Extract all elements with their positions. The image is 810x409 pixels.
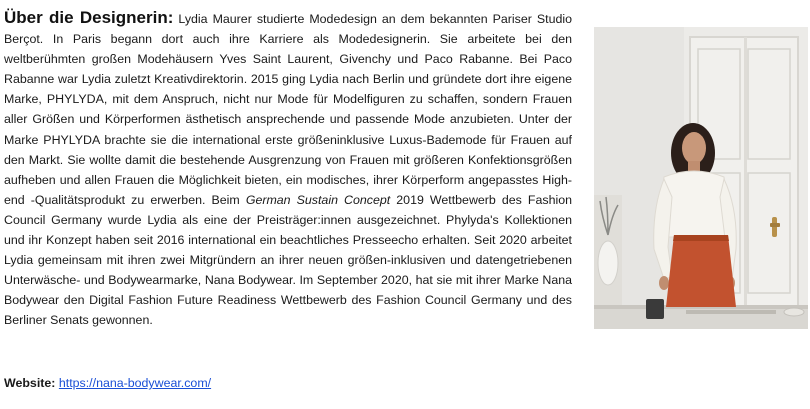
bio-contest-name: German Sustain Concept: [245, 192, 391, 207]
website-link[interactable]: https://nana-bodywear.com/: [58, 376, 212, 390]
designer-photo: [594, 27, 808, 329]
designer-portrait-image: [594, 27, 808, 329]
designer-bio: [4, 8, 572, 331]
website-label: Website:: [4, 376, 56, 390]
bio-text-part-2: 2019 Wettbewerb des Fashion Council Germany wurde Lydia als eine der Preisträger:innen ausgezeichnet. Phylyda's Kollektionen und ihr Konzept haben seit 2016 international ein beachtliches Presseecho erhalten. Seit 2020 arbeitet Lydia gemeinsam mit ihren zwei Mitgründern an ihrer neuen größen-inklusiven und datengetriebenen Unterwäsche- und Bodywearmarke, Nana Bodywear. Im September 2020, hat sie mit ihrer Marke Nana Bodywear den Digital Fashion Future Readiness Wettbewerb des Fashion Council Germany und des Berliner Senats gewonnen.: [4, 192, 573, 328]
bio-text-part-1: Lydia Maurer studierte Modedesign an dem bekannten Pariser Studio Berçot. In Paris begann dort auch ihre Karriere als Modedesignerin. Sie arbeitete bei den weltberühmten großen Modehäusern Yves Saint Laurent, Givenchy und Paco Rabanne. Bei Paco Rabanne war Lydia zuletzt Kreativdirektorin. 2015 ging Lydia nach Berlin und gründete dort ihre eigene Marke, PHYLYDA, mit dem Anspruch, nicht nur Mode für Modelfiguren zu schaffen, sondern Frauen aller Größen und Körperformen ästhetisch ansprechende und passende Mode anzubieten. Unter der Marke PHYLYDA brachte sie die international erste größeninklusive Luxus-Bademode für Frauen auf den Markt. Sie wollte damit die bestehende Ausgrenzung von Frauen mit größeren Konfektionsgrößen aufheben und allen Frauen die Möglichkeit bieten, ein modisches, ihrer Körperform angepasstes High-end -Qualitätsprodukt zu erwerben. Beim: [4, 12, 573, 207]
bio-heading: Über die Designerin:: [4, 8, 174, 27]
website-line: [4, 376, 211, 390]
